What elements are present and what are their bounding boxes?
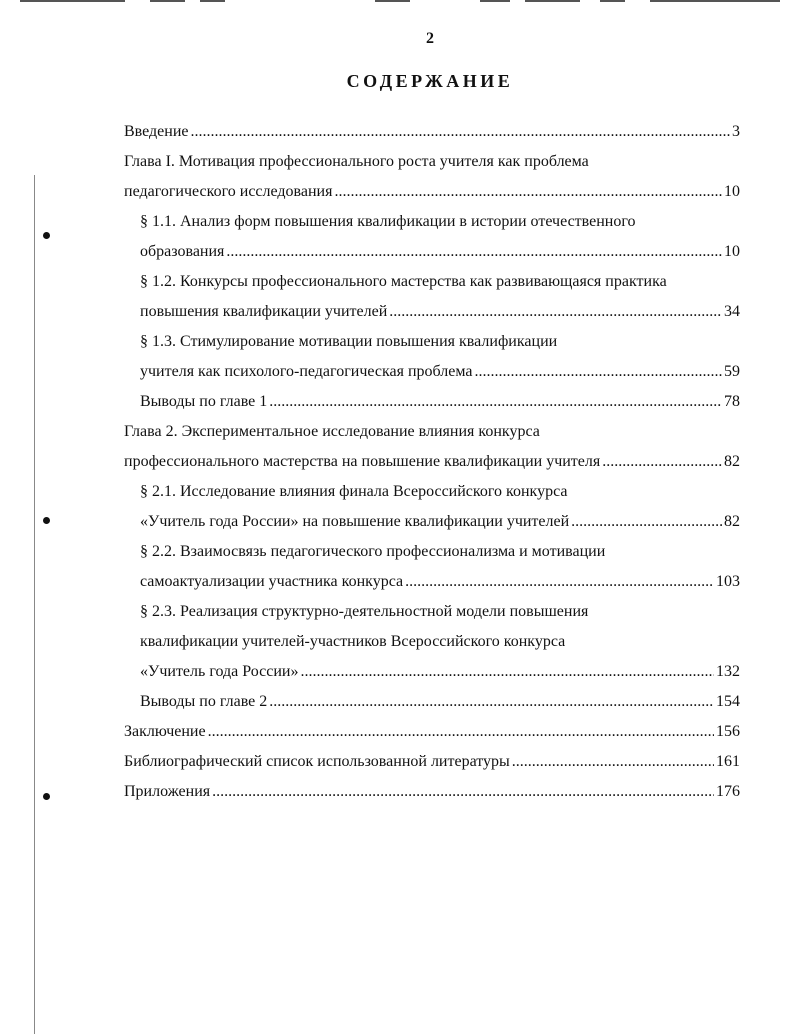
toc-entry-chapter-1[interactable]: Глава I. Мотивация профессионального роста учителя как проблема: [124, 153, 589, 170]
toc-entry-title: Заключение: [124, 723, 206, 740]
toc-entry-bibliography[interactable]: [124, 747, 740, 777]
toc-entry-conclusion[interactable]: [124, 717, 740, 747]
scan-edge-mark: [375, 0, 410, 2]
scan-edge-mark: [200, 0, 225, 2]
toc-page-number: 103: [716, 573, 740, 590]
toc-entry-title: Введение: [124, 123, 189, 140]
toc-entry-section-1-3-cont[interactable]: [124, 357, 740, 387]
toc-entry-title: Выводы по главе 2: [140, 693, 268, 710]
toc-page-number: 59: [724, 363, 740, 380]
toc-entry-introduction[interactable]: [124, 117, 740, 147]
leader-dots: [226, 237, 722, 267]
toc-entry-chapter-1-cont[interactable]: [124, 177, 740, 207]
binding-edge-line: [34, 175, 35, 1034]
toc-entry-title: профессионального мастерства на повышение квалификации учителя: [124, 453, 601, 470]
toc-entry-section-2-3-cont[interactable]: квалификации учителей-участников Всероссийского конкурса: [140, 633, 566, 650]
scan-edge-mark: [650, 0, 780, 2]
toc-entry-section-2-2[interactable]: § 2.2. Взаимосвязь педагогического профессионализма и мотивации: [140, 543, 606, 560]
toc-entry-conclusions-chapter-1[interactable]: [124, 387, 740, 417]
toc-entry-section-2-2-cont[interactable]: [124, 567, 740, 597]
toc-entry-appendices[interactable]: [124, 777, 740, 807]
toc-page-number: 78: [724, 393, 740, 410]
toc-page-number: 10: [724, 183, 740, 200]
leader-dots: [602, 447, 722, 477]
toc-page-number: 82: [724, 513, 740, 530]
toc-entry-section-1-3[interactable]: § 1.3. Стимулирование мотивации повышения квалификации: [140, 333, 558, 350]
punch-hole-mark: [43, 793, 50, 800]
scan-edge-mark: [525, 0, 580, 2]
toc-page-number: 176: [716, 783, 740, 800]
scan-edge-mark: [20, 0, 125, 2]
toc-page-number: 10: [724, 243, 740, 260]
toc-page-number: 161: [716, 753, 740, 770]
toc-entry-title: «Учитель года России» на повышение квалификации учителей: [140, 513, 570, 530]
leader-dots: [300, 657, 714, 687]
leader-dots: [269, 387, 722, 417]
toc-entry-title: учителя как психолого-педагогическая проблема: [140, 363, 473, 380]
toc-entry-chapter-2-cont[interactable]: [124, 447, 740, 477]
toc-entry-section-1-1-cont[interactable]: [124, 237, 740, 267]
page-title: СОДЕРЖАНИЕ: [346, 71, 514, 91]
toc-page-number: 132: [716, 663, 740, 680]
toc-entry-section-2-1[interactable]: § 2.1. Исследование влияния финала Всероссийского конкурса: [140, 483, 568, 500]
toc-entry-title: Библиографический список использованной литературы: [124, 753, 510, 770]
toc-page-number: 156: [716, 723, 740, 740]
leader-dots: [389, 297, 722, 327]
toc-entry-title: повышения квалификации учителей: [140, 303, 388, 320]
toc-entry-section-1-2-cont[interactable]: [124, 297, 740, 327]
leader-dots: [334, 177, 722, 207]
toc-entry-section-1-1[interactable]: § 1.1. Анализ форм повышения квалификации в истории отечественного: [140, 213, 636, 230]
toc-entry-title: образования: [140, 243, 225, 260]
toc-page-number: 154: [716, 693, 740, 710]
leader-dots: [208, 717, 714, 747]
toc-entry-title: Выводы по главе 1: [140, 393, 268, 410]
toc-entry-title: самоактуализации участника конкурса: [140, 573, 404, 590]
leader-dots: [571, 507, 722, 537]
scan-edge-mark: [600, 0, 625, 2]
leader-dots: [474, 357, 722, 387]
leader-dots: [512, 747, 714, 777]
leader-dots: [405, 567, 714, 597]
toc-page-number: 34: [724, 303, 740, 320]
scan-edge-mark: [480, 0, 510, 2]
toc-entry-section-2-3-cont[interactable]: [124, 657, 740, 687]
leader-dots: [269, 687, 714, 717]
punch-hole-mark: [43, 232, 50, 239]
toc-entry-section-2-3[interactable]: § 2.3. Реализация структурно-деятельностной модели повышения: [140, 603, 589, 620]
toc-page-number: 82: [724, 453, 740, 470]
toc-page-number: 3: [732, 123, 740, 140]
toc-entry-conclusions-chapter-2[interactable]: [124, 687, 740, 717]
punch-hole-mark: [43, 517, 50, 524]
toc-entry-chapter-2[interactable]: Глава 2. Экспериментальное исследование влияния конкурса: [124, 423, 540, 440]
toc-entry-section-1-2[interactable]: § 1.2. Конкурсы профессионального мастерства как развивающаяся практика: [140, 273, 667, 290]
scan-edge-mark: [150, 0, 185, 2]
toc-entry-title: педагогического исследования: [124, 183, 333, 200]
page-number: 2: [426, 30, 434, 47]
toc-entry-title: Приложения: [124, 783, 211, 800]
toc-entry-section-2-1-cont[interactable]: [124, 507, 740, 537]
table-of-contents: [124, 117, 740, 807]
leader-dots: [191, 117, 731, 147]
toc-entry-title: «Учитель года России»: [140, 663, 299, 680]
leader-dots: [212, 777, 714, 807]
